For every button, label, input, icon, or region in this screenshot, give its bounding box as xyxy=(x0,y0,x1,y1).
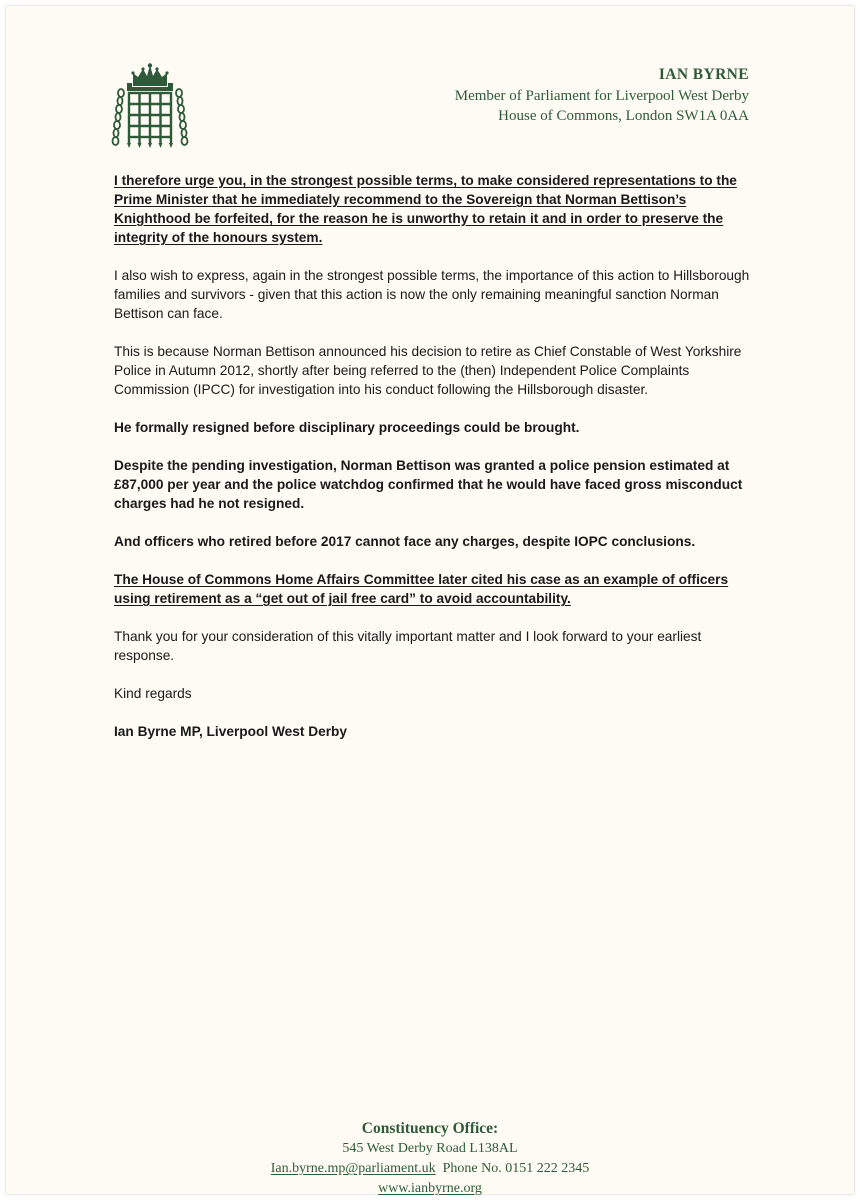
footer-title: Constituency Office: xyxy=(361,1120,499,1137)
footer-website xyxy=(6,1179,854,1199)
paragraph-importance: I also wish to express, again in the strongest possible terms, the importance of this action to Hillsborough families and survivors - given that this action is now the only remaining meaningful sanction Norman Bettison can face. xyxy=(114,268,750,321)
closing: Kind regards xyxy=(114,686,192,701)
letterhead xyxy=(455,64,749,126)
paragraph-retirement: This is because Norman Bettison announced his decision to retire as Chief Constable of West Yorkshire Police in Autumn 2012, shortly after being referred to the (then) Independent Police Complaints Commission (IPCC) for investigation into his conduct following the Hillsborough disaster. xyxy=(114,344,742,397)
footer xyxy=(6,1119,854,1199)
mp-role: Member of Parliament for Liverpool West Derby xyxy=(454,88,749,104)
footer-contact xyxy=(6,1159,854,1179)
letter-body xyxy=(114,171,750,760)
paragraph-thanks: Thank you for your consideration of this vitally important matter and I look forward to your earliest response. xyxy=(114,629,702,663)
email-link[interactable]: Ian.byrne.mp@parliament.uk xyxy=(270,1161,436,1176)
website-link[interactable]: www.ianbyrne.org xyxy=(378,1181,482,1196)
signature: Ian Byrne MP, Liverpool West Derby xyxy=(114,724,348,739)
portcullis-logo-icon xyxy=(111,63,189,155)
paragraph-officers-2017: And officers who retired before 2017 cannot face any charges, despite IOPC conclusions. xyxy=(114,534,696,549)
footer-address: 545 West Derby Road L138AL xyxy=(342,1141,518,1156)
paragraph-home-affairs: The House of Commons Home Affairs Committee later cited his case as an example of officers using retirement as a “get out of jail free card” to avoid accountability. xyxy=(114,572,729,606)
mp-name: IAN BYRNE xyxy=(658,66,749,83)
paragraph-resigned: He formally resigned before disciplinary proceedings could be brought. xyxy=(114,420,580,435)
paragraph-urge-forfeiture: I therefore urge you, in the strongest possible terms, to make considered representations to the Prime Minister that he immediately recommend to the Sovereign that Norman Bettison’s Knighthood be forfeited, for the reason he is unworthy to retain it and in order to preserve the integrity of the honours system. xyxy=(114,173,737,245)
paragraph-pension: Despite the pending investigation, Norman Bettison was granted a police pension estimated at £87,000 per year and the police watchdog confirmed that he would have faced gross misconduct charges had he not resigned. xyxy=(114,458,743,511)
phone-number: Phone No. 0151 222 2345 xyxy=(442,1161,590,1176)
mp-address: House of Commons, London SW1A 0AA xyxy=(498,108,749,124)
letter-page xyxy=(6,6,854,1194)
